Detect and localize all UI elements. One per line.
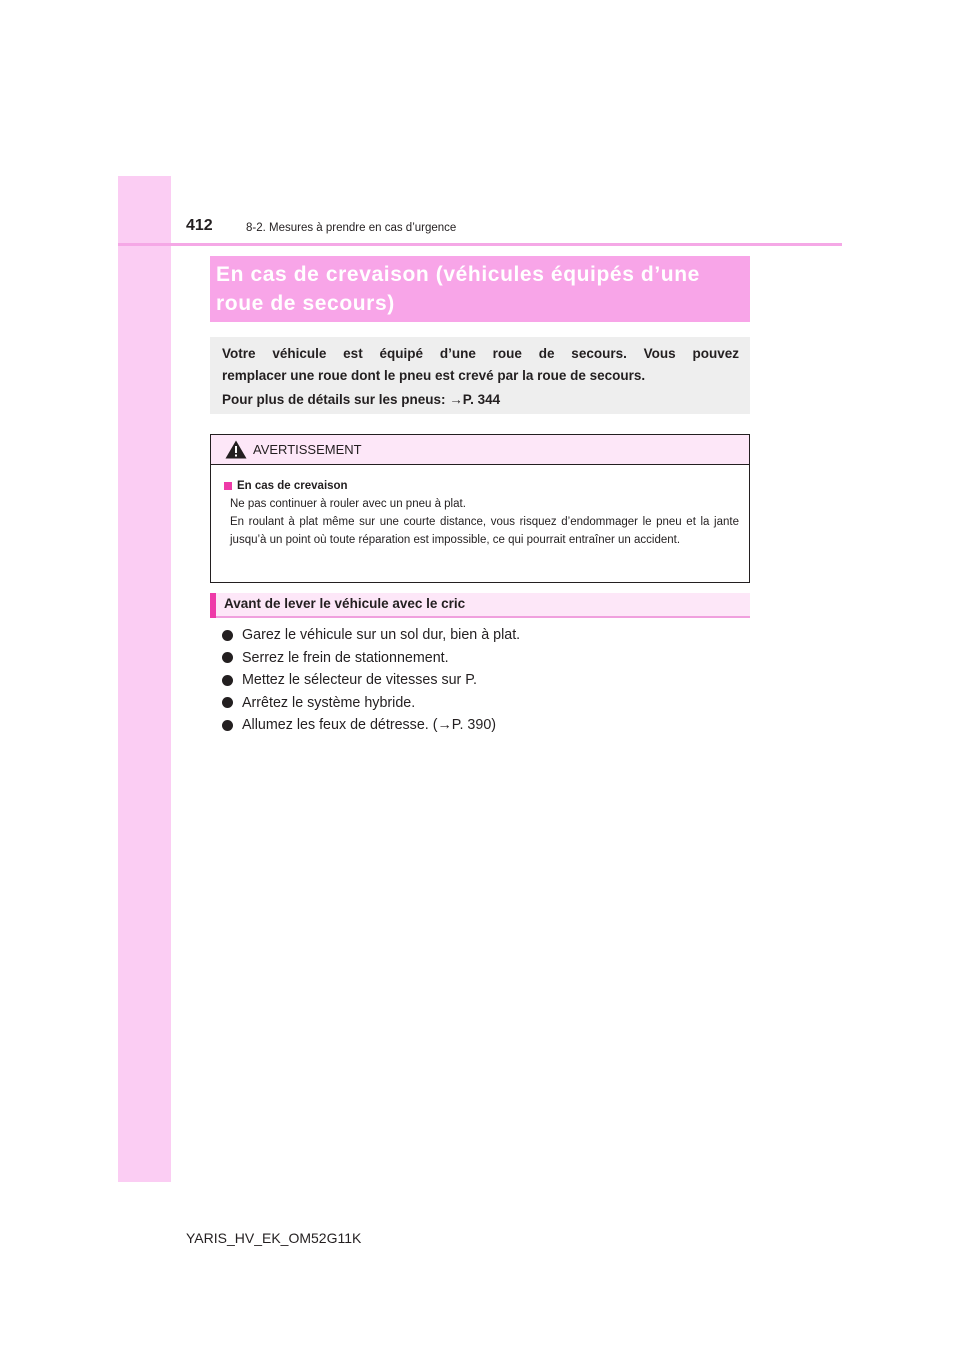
list-item [222,669,520,692]
warning-heading [224,477,739,495]
circle-bullet-icon [222,652,233,663]
warning-label: AVERTISSEMENT [253,442,362,457]
list-item [222,624,520,647]
intro-line2: remplacer une roue dont le pneu est crevé par la roue de secours. [222,368,646,383]
circle-bullet-icon [222,675,233,686]
warning-triangle-icon [225,440,247,459]
warning-header [211,435,749,465]
subheading-accent [210,593,216,618]
warning-box [210,434,750,583]
circle-bullet-icon [222,697,233,708]
warning-body [211,465,749,549]
intro-link-line[interactable]: Pour plus de détails sur les pneus: →P. 344 [222,392,501,407]
footer-code: YARIS_HV_EK_OM52G11K [186,1230,362,1246]
section-label: 8-2. Mesures à prendre en cas d’urgence [246,222,457,234]
list-item-text: Arrêtez le système hybride. [242,694,416,711]
list-item-text: Mettez le sélecteur de vitesses sur P. [242,672,477,689]
list-item-text: Serrez le frein de stationnement. [242,649,449,666]
page-number: 412 [186,217,213,234]
circle-bullet-icon [222,720,233,731]
intro-box [210,337,750,414]
warning-heading-text: En cas de crevaison [237,480,348,492]
header-rule [118,243,842,246]
bullet-list [222,624,520,737]
list-item-text[interactable]: Allumez les feux de détresse. (→P. 390) [242,717,497,734]
side-band [118,176,171,1182]
list-item [222,647,520,670]
title-box [210,256,750,322]
list-item [222,692,520,715]
warning-text-2: En roulant à plat même sur une courte distance, vous risquez d’endommager le pneu et la jante jusqu’à un point où toute réparation est impossible, ce qui pourrait entraîner un accident. [230,516,739,546]
subheading-bar [210,593,750,618]
list-item-text: Garez le véhicule sur un sol dur, bien à plat. [242,627,521,644]
list-item [222,714,520,737]
warning-text [230,495,739,549]
subheading: Avant de lever le véhicule avec le cric [224,596,466,611]
square-bullet-icon [224,482,232,490]
warning-text-1: Ne pas continuer à rouler avec un pneu à plat. [230,498,466,510]
intro-line1: Votre véhicule est équipé d’une roue de secours. Vous pouvez [222,346,739,361]
page-title-line2: roue de secours) [216,292,395,315]
page-title-line1: En cas de crevaison (véhicules équipés d’une [216,263,700,286]
circle-bullet-icon [222,630,233,641]
